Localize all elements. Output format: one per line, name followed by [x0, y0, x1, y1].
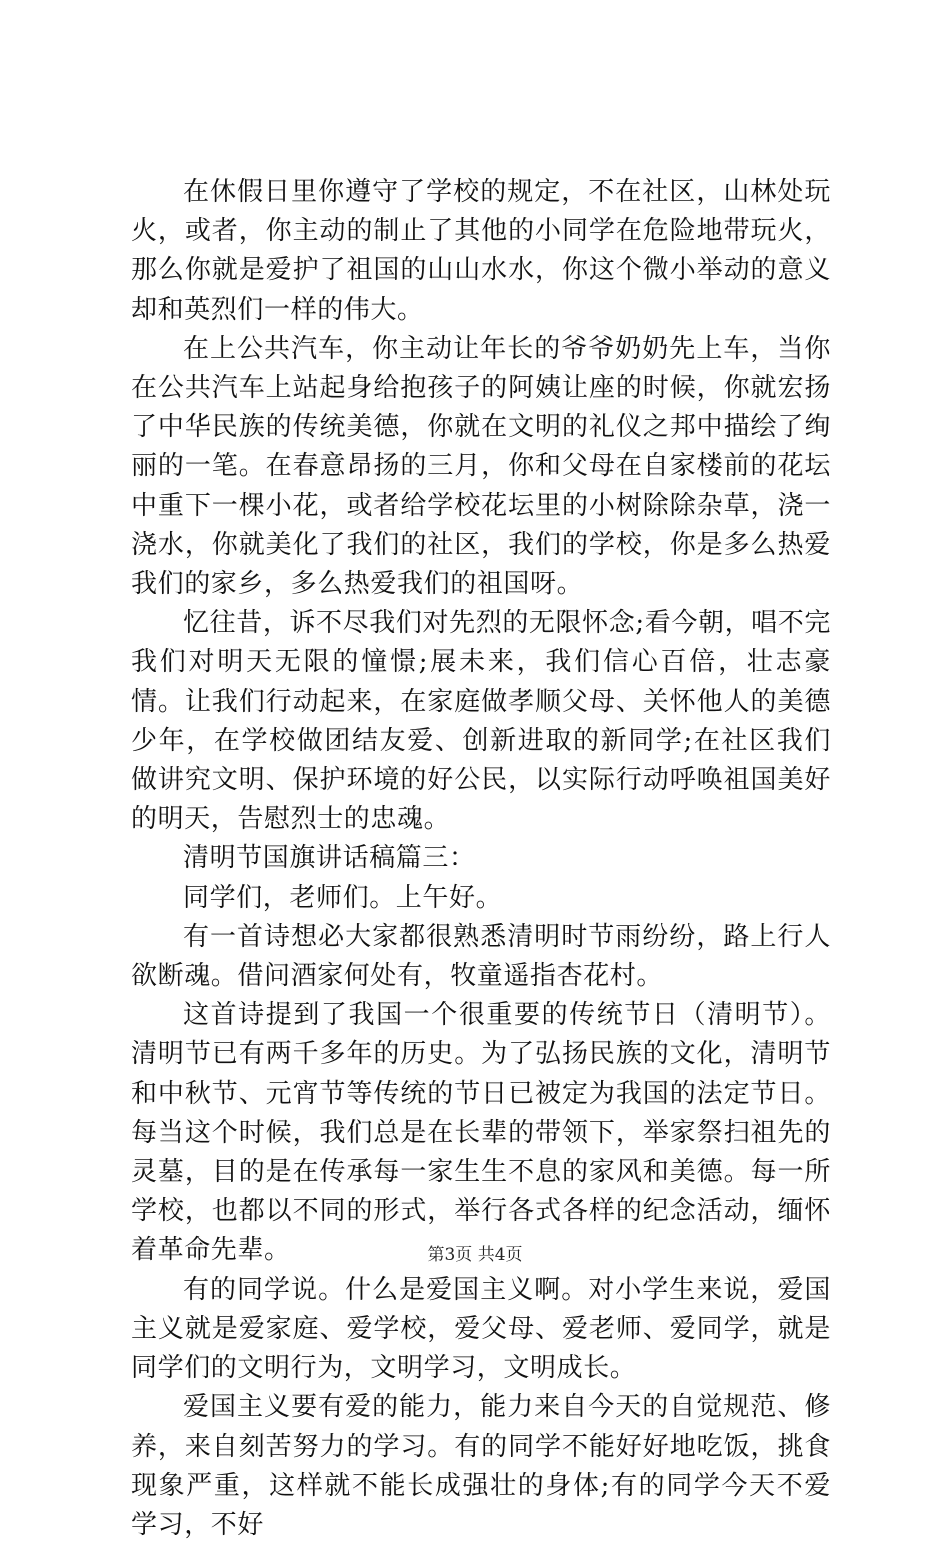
paragraph-3: 忆往昔，诉不尽我们对先烈的无限怀念;看今朝，唱不完我们对明天无限的憧憬;展未来，我们信心百倍，壮志豪情。让我们行动起来，在家庭做孝顺父母、关怀他人的美德少年，在学校做团结友爱、创新进取的新同学;在社区我们做讲究文明、保护环境的好公民，以实际行动呼唤祖国美好的明天，告慰烈士的忠魂。 — [131, 608, 831, 835]
paragraph-1: 在休假日里你遵守了学校的规定，不在社区，山林处玩火，或者，你主动的制止了其他的小同学在危险地带玩火，那么你就是爱护了祖国的山山水水，你这个微小举动的意义却和英烈们一样的伟大。 — [131, 177, 831, 325]
paragraph-2: 在上公共汽车，你主动让年长的爷爷奶奶先上车，当你在公共汽车上站起身给抱孩子的阿姨让座的时候，你就宏扬了中华民族的传统美德，你就在文明的礼仪之邦中描绘了绚丽的一笔。在春意昂扬的三月，你和父母在自家楼前的花坛中重下一棵小花，或者给学校花坛里的小树除除杂草，浇一浇水，你就美化了我们的社区，我们的学校，你是多么热爱我们的家乡，多么热爱我们的祖国呀。 — [131, 333, 831, 600]
paragraph-7: 爱国主义要有爱的能力，能力来自今天的自觉规范、修养，来自刻苦努力的学习。有的同学不能好好地吃饭，挑食现象严重，这样就不能长成强壮的身体;有的同学今天不爱学习，不好 — [131, 1392, 831, 1540]
paragraph-4: 有一首诗想必大家都很熟悉清明时节雨纷纷，路上行人欲断魂。借问酒家何处有，牧童遥指杏花村。 — [131, 921, 831, 992]
paragraph-6: 有的同学说。什么是爱国主义啊。对小学生来说，爱国主义就是爱家庭、爱学校，爱父母、爱老师、爱同学，就是同学们的文明行为，文明学习，文明成长。 — [131, 1274, 831, 1384]
section-title: 清明节国旗讲话稿篇三： — [183, 843, 476, 874]
paragraph-5: 这首诗提到了我国一个很重要的传统节日（清明节）。清明节已有两千多年的历史。为了弘扬民族的文化，清明节和中秋节、元宵节等传统的节日已被定为我国的法定节日。每当这个时候，我们总是在长辈的带领下，举家祭扫祖先的灵墓，目的是在传承每一家生生不息的家风和美德。每一所学校，也都以不同的形式，举行各式各样的纪念活动，缅怀着革命先辈。 — [131, 1000, 831, 1266]
greeting: 同学们，老师们。上午好。 — [183, 882, 503, 913]
page-number: 第3页 共4页 — [427, 1245, 523, 1265]
document-body — [131, 173, 831, 1545]
page-footer — [0, 1244, 950, 1266]
